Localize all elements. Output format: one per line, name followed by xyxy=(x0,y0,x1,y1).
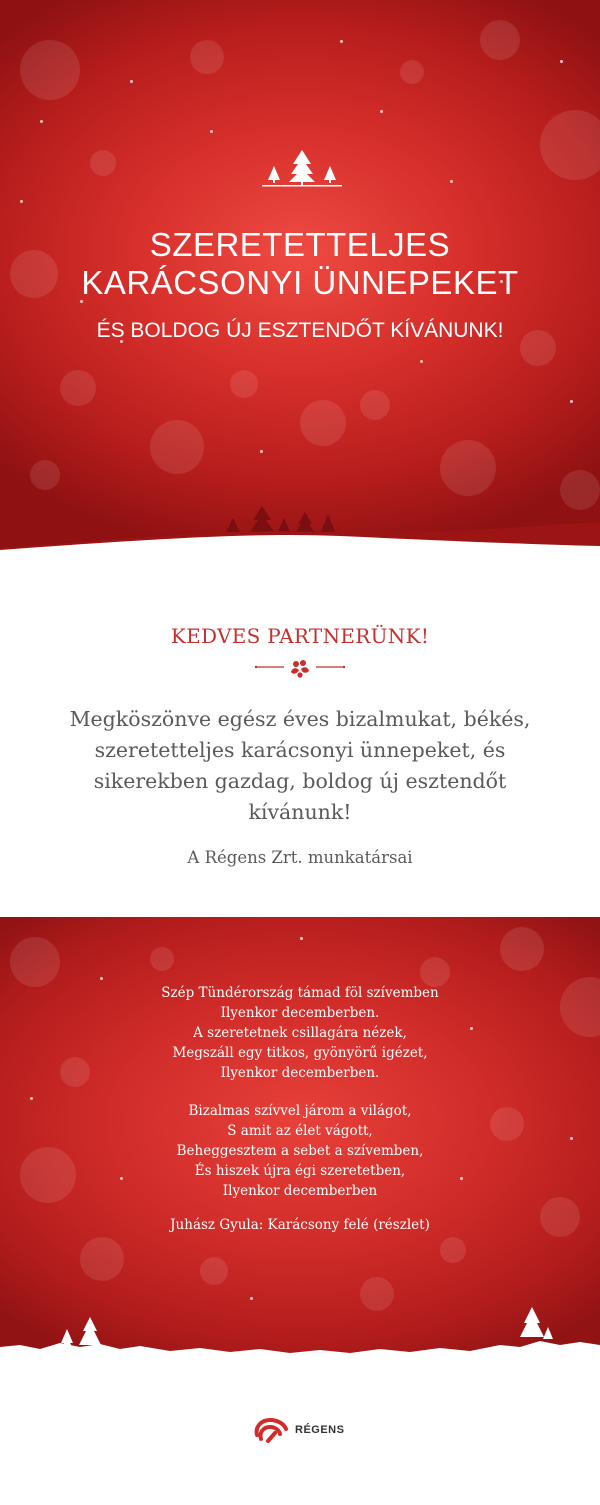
poem-line: Bizalmas szívvel járom a világot, xyxy=(188,1103,412,1119)
hero-title xyxy=(0,226,600,302)
christmas-trees-icon xyxy=(262,148,342,188)
poem-line: És hiszek újra égi szeretetben, xyxy=(194,1163,406,1179)
message-line: Megköszönve egész éves bizalmukat, békés, xyxy=(69,707,531,731)
poem-stanza-1 xyxy=(0,983,600,1083)
message-line: sikerekben gazdag, boldog új esztendőt xyxy=(93,769,507,793)
holly-icon xyxy=(254,658,346,682)
hero-banner xyxy=(0,0,600,560)
hero-snow-hill xyxy=(0,500,600,560)
hero-title-line1: SZERETETTELJES xyxy=(149,226,451,263)
regens-logo-text: RÉGENS xyxy=(295,1424,345,1436)
poem-line: Ilyenkor decemberben. xyxy=(220,1005,380,1021)
poem-line: A szeretetnek csillagára nézek, xyxy=(193,1025,407,1041)
poem-line: Ilyenkor decemberben. xyxy=(220,1065,380,1081)
snow-ground xyxy=(0,1307,600,1372)
hero-subtitle: ÉS BOLDOG ÚJ ESZTENDŐT KÍVÁNUNK! xyxy=(96,319,504,342)
regens-logo-icon xyxy=(253,1417,289,1443)
poem-section xyxy=(0,917,600,1372)
poem-line: S amit az élet vágott, xyxy=(227,1123,373,1139)
message-line: kívánunk! xyxy=(248,800,352,824)
hero-title-line2: KARÁCSONYI ÜNNEPEKET xyxy=(81,264,519,301)
message-body xyxy=(20,704,580,828)
poem-stanza-2 xyxy=(0,1101,600,1201)
poem-line: Megszáll egy titkos, gyönyörű igézet, xyxy=(172,1045,428,1061)
poem-line: Szép Tündérország támad föl szívemben xyxy=(161,985,439,1001)
message-section xyxy=(0,560,600,917)
poem-attribution: Juhász Gyula: Karácsony felé (részlet) xyxy=(170,1217,430,1233)
footer xyxy=(0,1372,600,1505)
message-line: szeretetteljes karácsonyi ünnepeket, és xyxy=(94,738,506,762)
signature: A Régens Zrt. munkatársai xyxy=(187,848,413,867)
poem-line: Ilyenkor decemberben xyxy=(222,1183,378,1199)
greeting-heading: KEDVES PARTNERÜNK! xyxy=(170,624,430,648)
poem-line: Beheggesztem a sebet a szívemben, xyxy=(176,1143,424,1159)
regens-logo[interactable] xyxy=(253,1416,353,1444)
